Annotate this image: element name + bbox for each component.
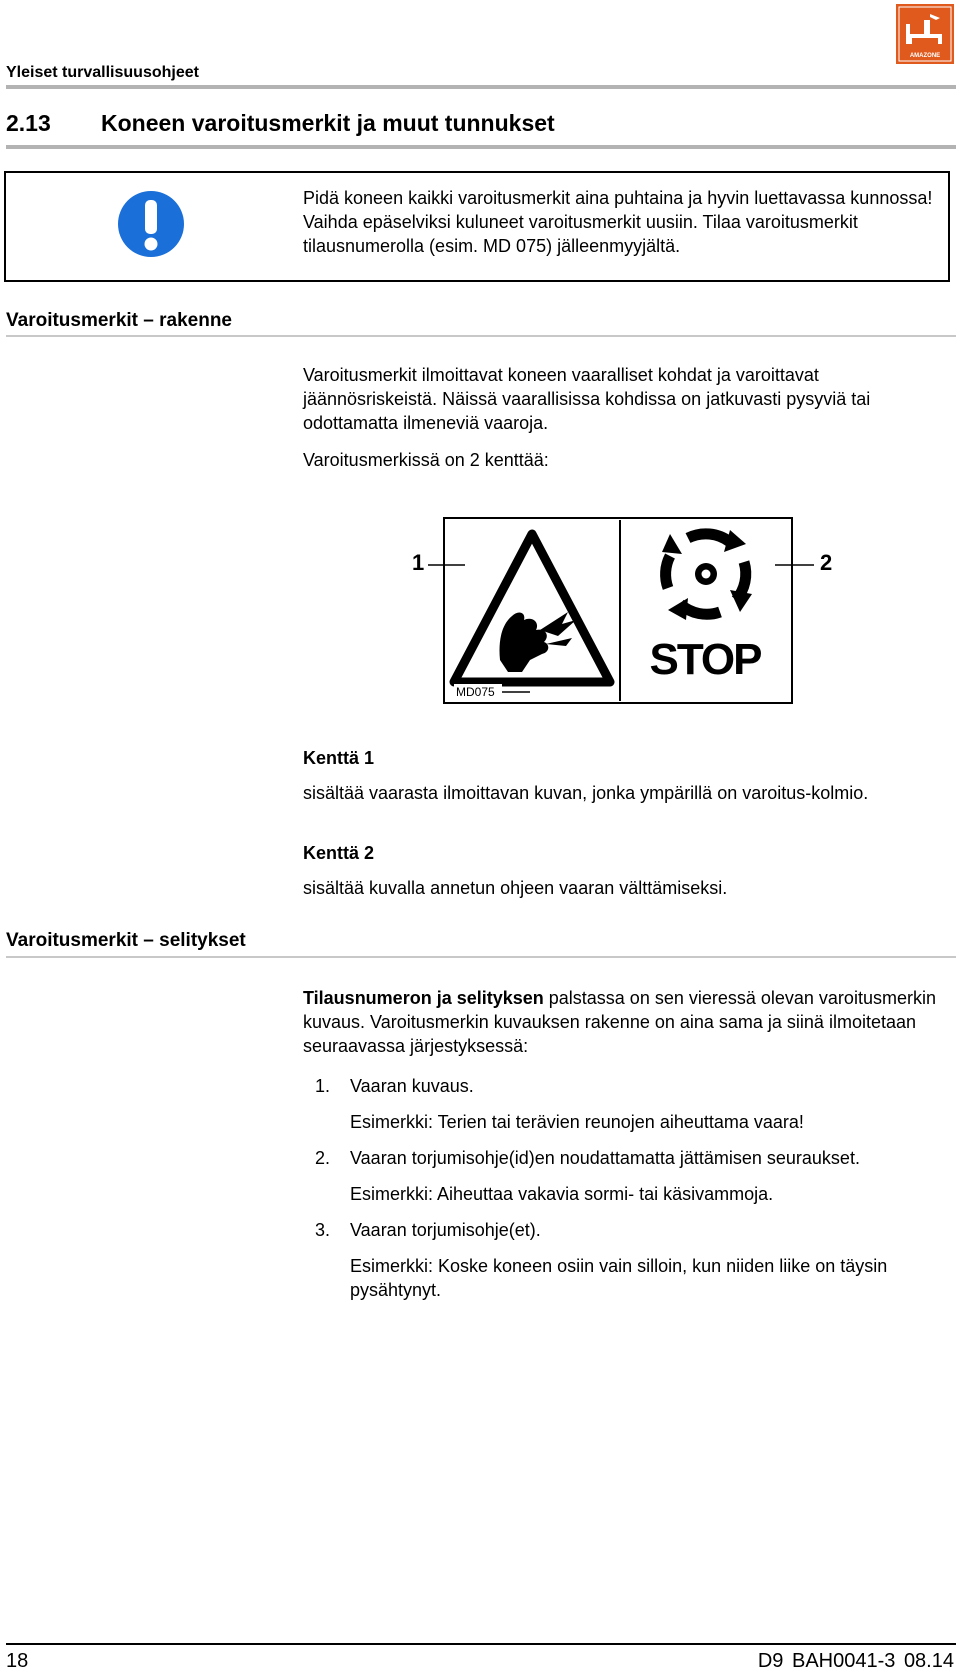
section-title-text: Koneen varoitusmerkit ja muut tunnukset xyxy=(101,110,555,136)
figure-code: MD075 xyxy=(456,685,495,699)
warning-sign-figure xyxy=(400,512,860,712)
field2-title: Kenttä 2 xyxy=(303,843,375,863)
fields-intro: Varoitusmerkissä on 2 kenttää: xyxy=(303,450,549,470)
list-item-example: Esimerkki: Terien tai terävien reunojen aiheuttama vaara! xyxy=(350,1112,804,1132)
explanations-intro xyxy=(303,986,943,1058)
footer-rule xyxy=(6,1643,956,1645)
amazone-logo xyxy=(896,4,954,64)
svg-text:AMAZONE: AMAZONE xyxy=(909,53,941,59)
figure-label-2: 2 xyxy=(820,550,833,575)
explanations-intro-rest: palstassa on sen vieressä olevan varoitusmerkin kuvaus. Varoitusmerkin kuvauksen rakenne on aina sama ja siinä ilmoitetaan seuraavassa järjestyksessä: xyxy=(303,988,936,1056)
page-number: 18 xyxy=(6,1650,29,1672)
hand-injury-icon xyxy=(500,613,549,672)
figure-label-1: 1 xyxy=(412,550,425,575)
document-code: D9 BAH0041-3 08.14 xyxy=(757,1650,954,1672)
rotating-blade-icon xyxy=(662,530,752,620)
list-item-text: Vaaran torjumisohje(et). xyxy=(350,1220,541,1240)
list-item-number: 3. xyxy=(315,1220,331,1240)
section-rule xyxy=(6,145,956,149)
list-item-number: 1. xyxy=(315,1076,331,1096)
header-rule xyxy=(6,85,956,89)
notice-text: Pidä koneen kaikki varoitusmerkit aina puhtaina ja hyvin luettavassa kunnossa! Vaihda epäselviksi kuluneet varoitusmerkit uusiin. Tilaa varoitusmerkit tilausnumerolla (esim. MD 075) jälleenmyyjältä. xyxy=(303,188,933,256)
field1-title: Kenttä 1 xyxy=(303,748,375,768)
list-item-example: Esimerkki: Koske koneen osiin vain silloin, kun niiden liike on täysin pysähtynyt. xyxy=(350,1256,888,1300)
exclamation-circle-icon xyxy=(116,189,186,259)
list-item-number: 2. xyxy=(315,1148,331,1168)
list-item-text: Vaaran torjumisohje(id)en noudattamatta jättämisen seuraukset. xyxy=(350,1148,860,1168)
field1-text: sisältää vaarasta ilmoittavan kuvan, jonka ympärillä on varoitus-kolmio. xyxy=(303,783,869,803)
structure-rule xyxy=(6,335,956,337)
stop-text: STOP xyxy=(649,635,761,684)
list-item-example: Esimerkki: Aiheuttaa vakavia sormi- tai käsivammoja. xyxy=(350,1184,774,1204)
structure-heading: Varoitusmerkit – rakenne xyxy=(6,310,232,331)
running-header: Yleiset turvallisuusohjeet xyxy=(6,64,199,81)
section-number: 2.13 xyxy=(6,110,51,136)
section-title xyxy=(6,110,555,137)
warning-triangle-icon xyxy=(454,534,610,682)
explanations-heading: Varoitusmerkit – selitykset xyxy=(6,930,246,951)
explanations-rule xyxy=(6,956,956,958)
explanations-intro-bold: Tilausnumeron ja selityksen xyxy=(303,988,544,1008)
list-item-text: Vaaran kuvaus. xyxy=(350,1076,474,1096)
field2-text: sisältää kuvalla annetun ohjeen vaaran välttämiseksi. xyxy=(303,878,728,898)
structure-intro: Varoitusmerkit ilmoittavat koneen vaaralliset kohdat ja varoittavat jäännösriskeistä. Näissä vaarallisissa kohdissa on jatkuvasti pysyviä tai odottamatta ilmeneviä vaaroja. xyxy=(303,365,871,433)
